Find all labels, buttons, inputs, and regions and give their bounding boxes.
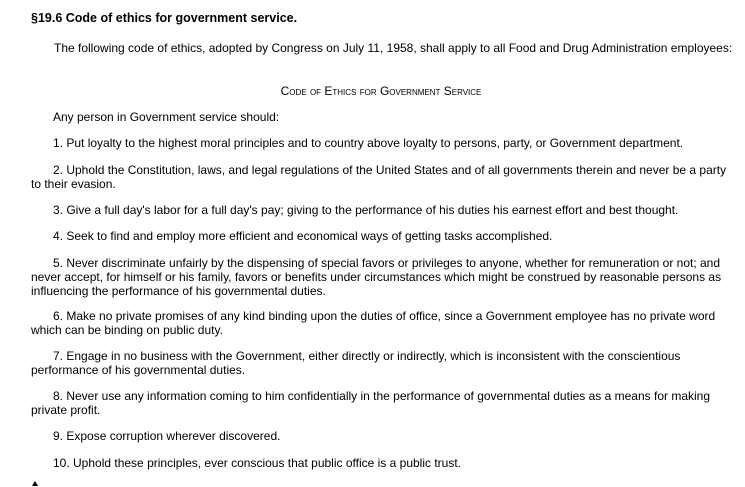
code-item-6: 6. Make no private promises of any kind binding upon the duties of office, since a Government employee has no private word which can be binding on public duty.	[31, 309, 716, 337]
section-heading: §19.6 Code of ethics for government service.	[31, 11, 298, 25]
code-lead-sentence: Any person in Government service should:	[53, 110, 280, 124]
code-item-3: 3. Give a full day's labor for a full day's pay; giving to the performance of his duties his earnest effort and best thought.	[53, 203, 679, 217]
code-item-5: 5. Never discriminate unfairly by the dispensing of special favors or privileges to anyone, whether for remuneration or not; and never accept, for himself or his family, favors or benefits under circumstances which might be construed by reasonable persons as influencing the performance of his governmental duties.	[31, 256, 722, 298]
code-title: Code of Ethics for Government Service	[280, 84, 482, 98]
intro-paragraph: The following code of ethics, adopted by Congress on July 11, 1958, shall apply to all Food and Drug Administration employees:	[54, 41, 733, 55]
caret-up-icon	[32, 481, 38, 486]
code-item-2: 2. Uphold the Constitution, laws, and legal regulations of the United States and of all governments therein and never be a party to their evasion.	[31, 163, 727, 191]
code-item-10: 10. Uphold these principles, ever conscious that public office is a public trust.	[53, 456, 461, 470]
code-item-4: 4. Seek to find and employ more efficient and economical ways of getting tasks accomplished.	[53, 229, 553, 243]
code-item-8: 8. Never use any information coming to him confidentially in the performance of governmental duties as a means for making private profit.	[31, 389, 710, 417]
code-item-9: 9. Expose corruption wherever discovered.	[53, 429, 281, 443]
code-item-1: 1. Put loyalty to the highest moral principles and to country above loyalty to persons, party, or Government department.	[53, 136, 684, 150]
code-item-7: 7. Engage in no business with the Government, either directly or indirectly, which is inconsistent with the conscientious performance of his governmental duties.	[31, 349, 681, 377]
